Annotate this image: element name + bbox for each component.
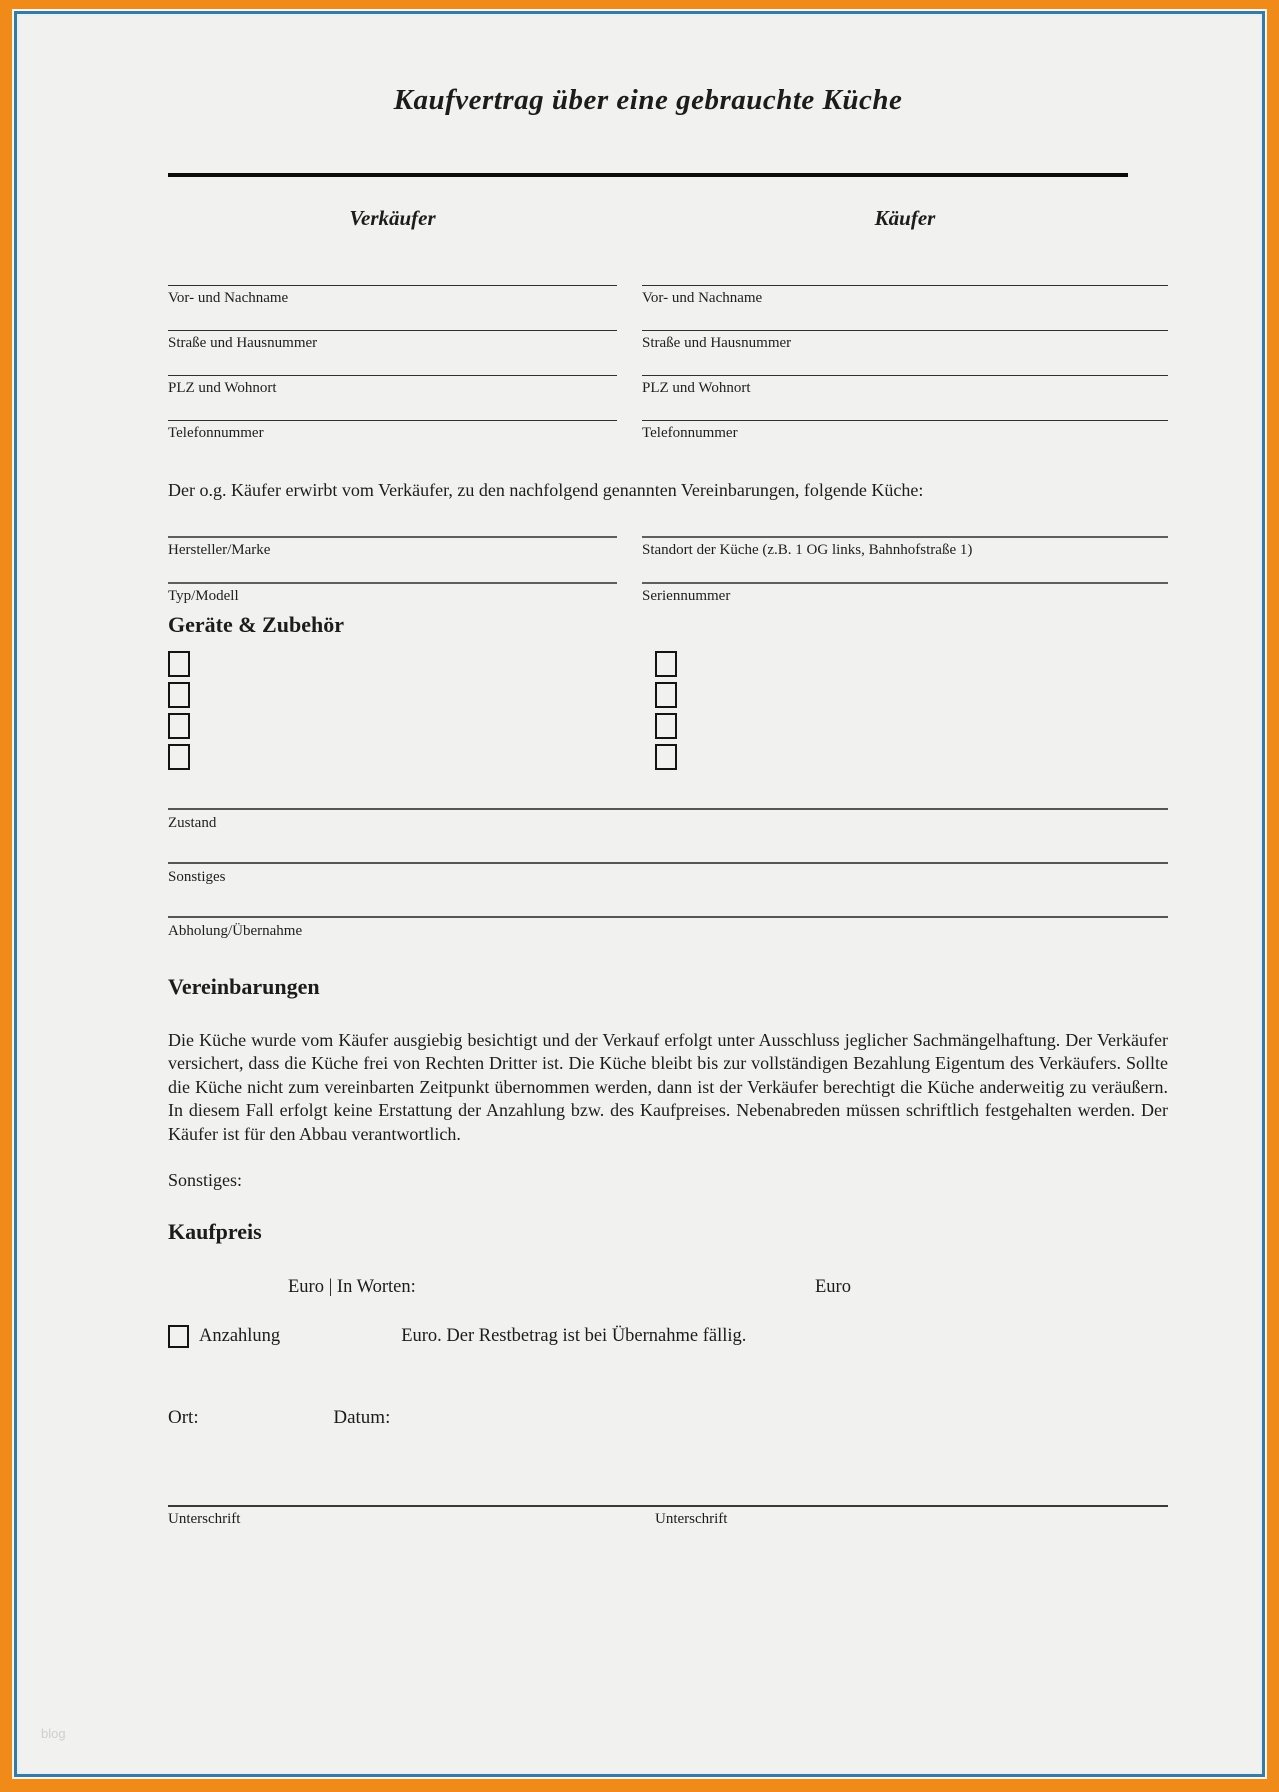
price-row [168,1277,1168,1301]
field-row-city [168,375,1168,420]
pickup-field[interactable] [168,916,1168,964]
field-label: Sonstiges [168,869,226,885]
downpayment-row [168,1323,1168,1349]
signature-labels [168,1507,1168,1527]
field-label: Typ/Modell [168,588,239,604]
party-fields [168,285,1168,465]
document-page [14,11,1265,1777]
seller-city-field[interactable] [168,375,617,420]
seller-name-field[interactable] [168,285,617,330]
field-label: Vor- und Nachname [642,290,763,306]
intro-text: Der o.g. Käufer erwirbt vom Verkäufer, zu den nachfolgend genannten Vereinbarungen, folgende Küche: [168,480,924,500]
seller-phone-field[interactable] [168,420,617,465]
serial-field[interactable] [642,582,1168,612]
devices-checkboxes [168,651,1168,770]
party-headings [168,205,1168,231]
field-row-phone [168,420,1168,465]
buyer-phone-field[interactable] [642,420,1168,465]
field-label: Vor- und Nachname [168,290,289,306]
euro-label: Euro [815,1277,851,1298]
seller-street-field[interactable] [168,330,617,375]
buyer-heading: Käufer [874,206,936,230]
agreements-heading: Vereinbarungen [168,974,320,999]
buyer-name-field[interactable] [642,285,1168,330]
field-row-street [168,330,1168,375]
brand-field[interactable] [168,536,617,582]
device-checkbox[interactable] [168,682,190,708]
device-checkbox[interactable] [655,713,677,739]
watermark-text: blog [41,1726,66,1741]
restbetrag-text: Euro. Der Restbetrag ist bei Übernahme fällig. [401,1325,747,1346]
ort-label: Ort: [168,1407,199,1429]
device-checkbox[interactable] [168,744,190,770]
field-row-model-serial [168,582,1168,612]
anzahlung-checkbox[interactable] [168,1325,189,1348]
document-content [168,83,1168,1527]
seller-signature-label: Unterschrift [168,1511,241,1528]
buyer-signature-label: Unterschrift [655,1511,728,1528]
condition-field[interactable] [168,808,1168,862]
price-heading: Kaufpreis [168,1219,262,1245]
devices-checkbox-column-right [642,651,1168,770]
device-checkbox[interactable] [655,682,677,708]
datum-label: Datum: [333,1407,391,1429]
field-label: Hersteller/Marke [168,542,271,558]
title-divider [168,173,1128,177]
place-date-row [168,1405,1168,1430]
field-label: Zustand [168,815,217,831]
device-checkbox[interactable] [655,651,677,677]
device-checkbox[interactable] [655,744,677,770]
devices-heading: Geräte & Zubehör [168,612,344,637]
field-label: Seriennummer [642,588,731,604]
agreements-text: Die Küche wurde vom Käufer ausgiebig besichtigt und der Verkauf erfolgt unter Ausschluss jeglicher Sachmängelhaftung. Der Verkäufer versichert, dass die Küche frei von Rechten Dritter ist. Die Küche bleibt bis zur vollständigen Bezahlung Eigentum des Verkäufers. Sollte die Küche nicht zum vereinbarten Zeitpunkt übernommen werden, dann ist der Verkäufer berechtigt die Küche anderweitig zu veräußern. In diesem Fall erfolgt keine Erstattung der Anzahlung bzw. des Kaufpreises. Nebenabreden müssen schriftlich festgehalten werden. Der Käufer ist für den Abbau verantwortlich. [168,1030,1168,1144]
buyer-street-field[interactable] [642,330,1168,375]
model-field[interactable] [168,582,617,612]
other-field[interactable] [168,862,1168,916]
sonstiges-label: Sonstiges: [168,1170,243,1191]
device-checkbox[interactable] [168,713,190,739]
field-label: PLZ und Wohnort [168,380,277,396]
field-label: Standort der Küche (z.B. 1 OG links, Bahnhofstraße 1) [642,542,973,558]
kitchen-fields [168,536,1168,612]
field-row-name [168,285,1168,330]
field-row-brand-location [168,536,1168,582]
devices-checkbox-column-left [168,651,617,770]
anzahlung-label: Anzahlung [199,1325,281,1346]
euro-in-words-label: Euro | In Worten: [288,1277,416,1298]
seller-heading: Verkäufer [349,206,436,230]
field-label: Abholung/Übernahme [168,923,303,939]
condition-fields [168,808,1168,964]
page-title: Kaufvertrag über eine gebrauchte Küche [393,84,903,116]
field-label: Telefonnummer [168,425,264,441]
field-label: PLZ und Wohnort [642,380,751,396]
location-field[interactable] [642,536,1168,582]
field-label: Straße und Hausnummer [642,335,792,351]
device-checkbox[interactable] [168,651,190,677]
field-label: Straße und Hausnummer [168,335,318,351]
field-label: Telefonnummer [642,425,738,441]
buyer-city-field[interactable] [642,375,1168,420]
